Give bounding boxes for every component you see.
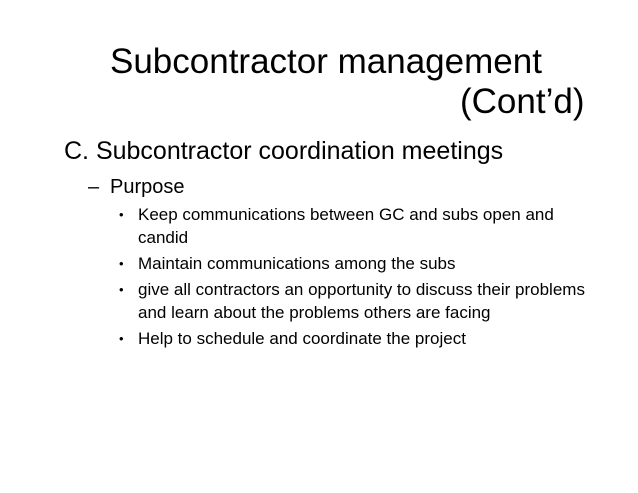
list-item	[117, 203, 587, 249]
bullet-icon: •	[119, 331, 124, 346]
list-item	[117, 252, 587, 275]
list-item-text: Maintain communications among the subs	[138, 254, 456, 273]
bullet-icon: •	[119, 256, 124, 271]
bullet-list	[117, 203, 587, 353]
list-item-text: Keep communications between GC and subs open and candid	[138, 205, 554, 247]
slide-title-continued: (Cont’d)	[460, 82, 585, 121]
list-item-text: give all contractors an opportunity to discuss their problems and learn about the problems others are facing	[138, 280, 585, 322]
bullet-icon: •	[119, 282, 124, 297]
sub-heading	[88, 174, 185, 200]
list-item	[117, 278, 587, 324]
list-item-text: Help to schedule and coordinate the project	[138, 329, 466, 348]
bullet-icon: •	[119, 207, 124, 222]
section-heading: C. Subcontractor coordination meetings	[64, 137, 504, 165]
sub-heading-label: Purpose	[110, 176, 185, 198]
dash-icon: –	[88, 176, 100, 198]
list-item	[117, 327, 587, 350]
slide-title: Subcontractor management	[110, 42, 542, 81]
